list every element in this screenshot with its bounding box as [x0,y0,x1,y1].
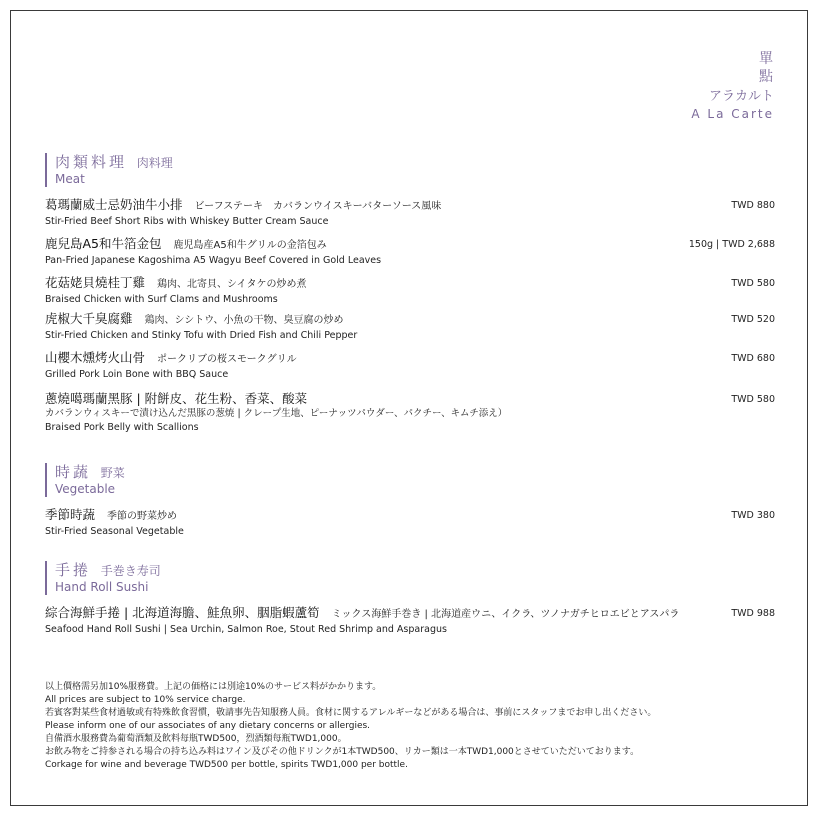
item-name-ja: 季節の野菜炒め [107,511,178,522]
item-price: TWD 880 [731,200,775,211]
title-en: A La Carte [691,107,774,121]
section-title-en: Meat [55,172,85,186]
section-title-zh: 肉類料理 [55,153,128,171]
menu-item [45,605,775,637]
note-corkage-zh: 自備酒水服務費為葡萄酒類及飲料每瓶TWD500，烈酒類每瓶TWD1,000。 [45,734,347,744]
menu-item [45,311,775,343]
section-title-zh: 手捲 [55,561,92,579]
item-name-en: Seafood Hand Roll Sushi | Sea Urchin, Salmon Roe, Stout Red Shrimp and Asparagus [45,624,447,635]
note-allergy-en: Please inform one of our associates of any dietary concerns or allergies. [45,721,371,731]
note-allergy-zh-ja: 若賓客對某些食材過敏或有特殊飲食習慣，敬請事先告知服務人員。食材に関するアレルギーなどがある場合は、事前にスタッフまでお申し出ください。 [45,708,657,718]
section-header-vegetable [45,463,125,497]
item-name-en: Stir-Fried Chicken and Stinky Tofu with Dried Fish and Chili Pepper [45,330,358,341]
item-name-en: Braised Chicken with Surf Clams and Mushrooms [45,294,278,305]
item-name-zh: 葛瑪蘭威士忌奶油牛小排 [45,197,183,212]
item-price: TWD 988 [731,608,775,619]
section-title-ja: 手巻き寿司 [100,564,161,578]
item-price: TWD 520 [731,314,775,325]
menu-item [45,197,775,229]
item-price: TWD 580 [731,278,775,289]
note-service-charge-en: All prices are subject to 10% service charge. [45,695,246,705]
item-name-zh: 季節時蔬 [45,507,96,522]
item-price: TWD 680 [731,353,775,364]
title-zh-1: 單 [759,51,774,67]
item-name-en: Braised Pork Belly with Scallions [45,422,199,433]
item-name-ja: 鹿児島産A5和牛グリルの金箔包み [173,240,327,251]
section-header-meat [45,153,173,187]
title-zh-2: 點 [759,69,774,85]
item-name-zh: 蔥燒噶瑪蘭黑豚 | 附餅皮、花生粉、香菜、酸菜 [45,391,308,406]
item-price: 150g | TWD 2,688 [688,239,775,250]
item-name-ja: ポークリブの桜スモークグリル [157,354,297,365]
title-ja: アラカルト [708,89,774,104]
item-name-en: Stir-Fried Beef Short Ribs with Whiskey Butter Cream Sauce [45,216,329,227]
item-name-ja: 鶏肉、北寄貝、シイタケの炒め煮 [157,279,307,290]
item-name-en: Stir-Fried Seasonal Vegetable [45,526,184,537]
item-price: TWD 380 [731,510,775,521]
section-title-zh: 時蔬 [55,463,92,481]
footnotes [45,681,785,772]
menu-item [45,507,775,539]
note-corkage-ja: お飲み物をご持参される場合の持ち込み料はワイン及びその他ドリンクが1本TWD500、リカー類は一本TWD1,000とさせていただいております。 [45,747,640,757]
item-name-en: Grilled Pork Loin Bone with BBQ Sauce [45,369,229,380]
note-corkage-en: Corkage for wine and beverage TWD500 per bottle, spirits TWD1,000 per bottle. [45,760,408,770]
menu-item [45,350,775,382]
menu-title [691,50,774,122]
note-service-charge-zh-ja: 以上價格需另加10%服務費。上記の価格には別途10%のサービス料がかかります。 [45,682,382,692]
item-name-zh: 山櫻木燻烤火山骨 [45,350,146,365]
section-title-ja: 野菜 [100,466,125,480]
menu-item [45,391,775,435]
item-name-ja: ミックス海鮮手巻き | 北海道産ウニ、イクラ、ツノナガチヒロエビとアスパラ [331,609,680,620]
item-name-zh: 花菇姥貝燒桂丁雞 [45,275,146,290]
item-name-zh: 鹿兒島A5和牛箔金包 [45,236,162,251]
section-title-en: Hand Roll Sushi [55,580,149,594]
item-name-ja: 鶏肉、シシトウ、小魚の干物、臭豆腐の炒め [144,315,344,326]
item-name-ja: ビーフステーキ カバランウイスキーバターソース風味 [194,201,442,212]
menu-item [45,236,775,268]
item-name-en: Pan-Fried Japanese Kagoshima A5 Wagyu Beef Covered in Gold Leaves [45,255,382,266]
section-title-ja: 肉料理 [136,156,173,170]
item-name-zh: 綜合海鮮手捲 | 北海道海膽、鮭魚卵、胭脂蝦蘆筍 [45,605,320,620]
section-header-hand-roll [45,561,161,595]
item-name-ja: カバランウィスキーで漬け込んだ黒豚の葱焼 | クレープ生地、ピーナッツパウダー、パクチー、キムチ添え） [45,408,508,419]
section-title-en: Vegetable [55,482,116,496]
item-price: TWD 580 [731,394,775,405]
item-name-zh: 虎椒大千臭腐雞 [45,311,133,326]
menu-item [45,275,775,307]
